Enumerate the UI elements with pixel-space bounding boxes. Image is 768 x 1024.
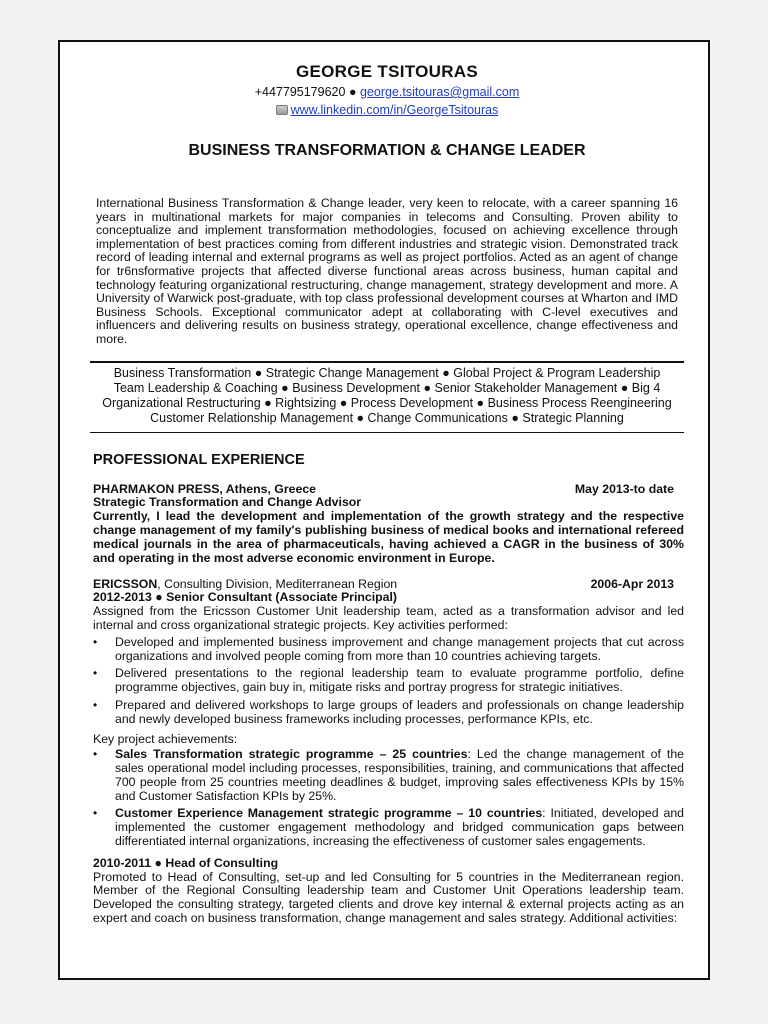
summary-paragraph: International Business Transformation & Change leader, very keen to relocate, with a career spanning 16 years in multinational markets for major companies in telecoms and Consulting. Proven ability to conceptualize and implement transformation methodologies, focused on achieving excellence through implementation of best practices coming from different industries and strategic vision. Demonstrated track record of leading internal and external programs as well as project portfolios. Acted as an agent of change for tr6nsformative projects that affected diverse functional areas across business, human capital and technology featuring organizational restructuring, change management, strategy development and more. A University of Warwick post-graduate, with top class professional development courses at Wharton and IMD Business Schools. Exceptional communicator adept at collaborating with C-level executives and influencers and delivering results on business strategy, operational excellence, change effectiveness and more. xyxy=(96,196,678,346)
skills-bottom-rule xyxy=(90,432,684,433)
job-description: Currently, I lead the development and implementation of the growth strategy and the respective change management of my family's publishing business of medical books and international refereed medical journals in the area of pharmaceuticals, having achieved a CAGR in the business of 30% and operating in the most adverse economic environment in Europe. xyxy=(93,509,684,565)
email-link[interactable]: george.tsitouras@gmail.com xyxy=(359,85,520,99)
job-role: 2010-2011 ● Head of Consulting xyxy=(93,855,279,870)
linkedin-icon xyxy=(276,105,288,115)
achievements-label: Key project achievements: xyxy=(93,731,238,746)
company-location: , Consulting Division, Mediterranean Region xyxy=(157,577,398,592)
skills-line: Team Leadership & Coaching ● Business Development ● Senior Stakeholder Management ● Big 4 xyxy=(113,380,661,395)
resume-content xyxy=(90,42,684,926)
skills-block xyxy=(90,363,684,433)
company-location: , Athens, Greece xyxy=(219,482,316,497)
job-role: Strategic Transformation and Change Advisor xyxy=(93,495,362,510)
job-header-ericsson xyxy=(93,577,684,591)
section-title-experience: PROFESSIONAL EXPERIENCE xyxy=(93,452,305,469)
achievements-list xyxy=(90,748,684,849)
list-item: • Delivered presentations to the regional leadership team to evaluate programme portfolio, define programme objectives, gain buy in, mitigate risks and portray progress for strategic initiatives. xyxy=(90,667,684,695)
list-item: • Developed and implemented business improvement and change management projects that cut across organizations and involved people coming from more than 10 countries achieving targets. xyxy=(90,636,684,664)
list-item xyxy=(90,748,684,803)
activities-list xyxy=(90,636,684,727)
achievement-text: : Led the change management of the sales operational model including processes, responsibilities, training, and communications that affected 700 people from 25 countries meeting deadlines & budget, improving sales effectiveness KPIs by 15% and Customer Satisfaction KPIs by 25%. xyxy=(115,747,685,803)
job-date: 2006-Apr 2013 xyxy=(590,577,674,592)
linkedin-line xyxy=(90,103,684,118)
linkedin-link[interactable]: www.linkedin.com/in/GeorgeTsitouras xyxy=(290,103,499,117)
job-role: 2012-2013 ● Senior Consultant (Associate Principal) xyxy=(93,590,398,605)
resume-page xyxy=(58,40,710,980)
achievement-title: Sales Transformation strategic programme – 25 countries xyxy=(115,747,468,762)
job-header-pharmakon xyxy=(93,482,684,496)
job-intro: Assigned from the Ericsson Customer Unit leadership team, acted as a transformation advisor and led internal and cross organizational strategic projects. Key activities performed: xyxy=(93,604,684,632)
company-name: ERICSSON xyxy=(93,577,158,592)
job-company-line xyxy=(93,482,316,496)
phone-number: +447795179620 xyxy=(254,85,346,99)
contact-line xyxy=(90,85,684,100)
headline: BUSINESS TRANSFORMATION & CHANGE LEADER xyxy=(188,142,586,159)
separator-bullet: ● xyxy=(348,85,357,99)
company-name: PHARMAKON PRESS xyxy=(93,482,220,497)
achievement-text: : Initiated, developed and implemented the customer engagement methodology and bridged communication gaps between differentiated internal organizations, increasing the effectiveness of customer sales engagements. xyxy=(115,806,685,849)
list-item xyxy=(90,807,684,848)
list-item: • Prepared and delivered workshops to large groups of leaders and professionals on change leadership and newly developed business frameworks including processes, performance KPIs, etc. xyxy=(90,699,684,727)
achievement-title: Customer Experience Management strategic programme – 10 countries xyxy=(115,806,543,821)
skills-line: Customer Relationship Management ● Change Communications ● Strategic Planning xyxy=(150,411,624,426)
candidate-name: GEORGE TSITOURAS xyxy=(295,62,479,81)
skills-line: Organizational Restructuring ● Rightsizing ● Process Development ● Business Process Reengineering xyxy=(102,395,672,410)
skills-line: Business Transformation ● Strategic Change Management ● Global Project & Program Leadership xyxy=(113,365,661,380)
job-company-line xyxy=(93,577,397,591)
job-date: May 2013-to date xyxy=(574,482,674,497)
job-role-description: Promoted to Head of Consulting, set-up and led Consulting for 5 countries in the Mediterranean region. Member of the Regional Consulting leadership team and Customer Unit Operations leadership team. Developed the consulting strategy, targeted clients and drove key internal & external projects acting as an expert and coach on business transformation, change management and sales strategy. Additional activities: xyxy=(93,869,684,926)
